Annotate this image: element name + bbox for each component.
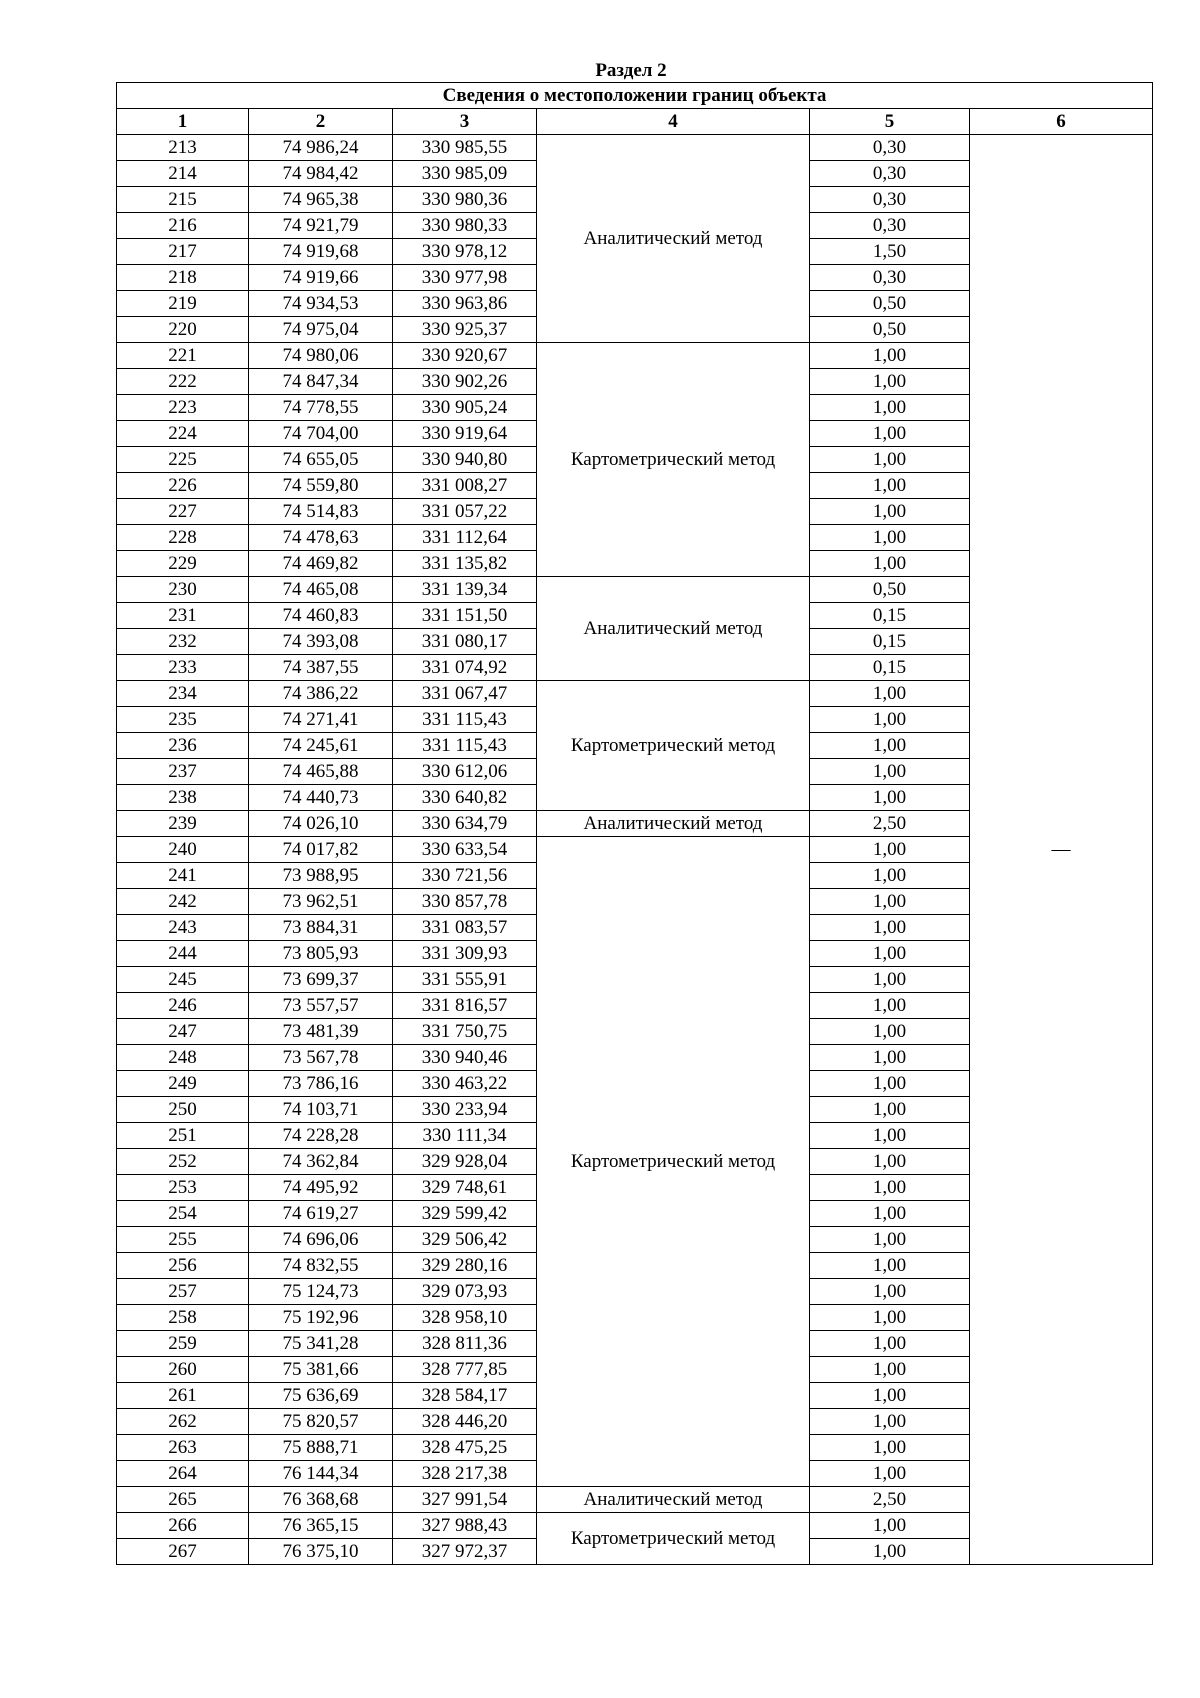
accuracy-cell: 0,30	[810, 161, 970, 187]
point-number-cell: 222	[117, 369, 249, 395]
y-coordinate-cell: 331 057,22	[393, 499, 537, 525]
x-coordinate-cell: 73 805,93	[249, 941, 393, 967]
table-body	[117, 135, 1153, 1565]
y-coordinate-cell: 330 640,82	[393, 785, 537, 811]
point-number-cell: 261	[117, 1383, 249, 1409]
x-coordinate-cell: 74 934,53	[249, 291, 393, 317]
accuracy-cell: 1,00	[810, 733, 970, 759]
boundary-coordinates-table	[116, 82, 1153, 1565]
point-number-cell: 215	[117, 187, 249, 213]
accuracy-cell: 2,50	[810, 811, 970, 837]
x-coordinate-cell: 73 557,57	[249, 993, 393, 1019]
point-number-cell: 223	[117, 395, 249, 421]
y-coordinate-cell: 331 135,82	[393, 551, 537, 577]
accuracy-cell: 1,00	[810, 1435, 970, 1461]
table-title-row	[117, 83, 1153, 109]
accuracy-cell: 1,00	[810, 525, 970, 551]
point-number-cell: 256	[117, 1253, 249, 1279]
point-number-cell: 232	[117, 629, 249, 655]
point-number-cell: 253	[117, 1175, 249, 1201]
x-coordinate-cell: 75 820,57	[249, 1409, 393, 1435]
y-coordinate-cell: 328 777,85	[393, 1357, 537, 1383]
column-header-1: 1	[117, 109, 249, 135]
y-coordinate-cell: 330 977,98	[393, 265, 537, 291]
x-coordinate-cell: 73 481,39	[249, 1019, 393, 1045]
accuracy-cell: 1,00	[810, 343, 970, 369]
accuracy-cell: 1,00	[810, 1123, 970, 1149]
accuracy-cell: 1,00	[810, 681, 970, 707]
y-coordinate-cell: 331 115,43	[393, 733, 537, 759]
x-coordinate-cell: 74 495,92	[249, 1175, 393, 1201]
accuracy-cell: 1,00	[810, 1539, 970, 1565]
accuracy-cell: 1,00	[810, 1357, 970, 1383]
y-coordinate-cell: 331 083,57	[393, 915, 537, 941]
accuracy-cell: 0,30	[810, 265, 970, 291]
point-number-cell: 220	[117, 317, 249, 343]
x-coordinate-cell: 74 469,82	[249, 551, 393, 577]
x-coordinate-cell: 74 393,08	[249, 629, 393, 655]
accuracy-cell: 1,00	[810, 447, 970, 473]
x-coordinate-cell: 74 026,10	[249, 811, 393, 837]
x-coordinate-cell: 74 440,73	[249, 785, 393, 811]
point-number-cell: 263	[117, 1435, 249, 1461]
method-cell: Аналитический метод	[537, 811, 810, 837]
column-header-3: 3	[393, 109, 537, 135]
accuracy-cell: 0,30	[810, 135, 970, 161]
accuracy-cell: 1,00	[810, 1071, 970, 1097]
x-coordinate-cell: 74 655,05	[249, 447, 393, 473]
column-header-row	[117, 109, 1153, 135]
y-coordinate-cell: 330 980,36	[393, 187, 537, 213]
x-coordinate-cell: 74 245,61	[249, 733, 393, 759]
y-coordinate-cell: 330 920,67	[393, 343, 537, 369]
accuracy-cell: 1,00	[810, 1461, 970, 1487]
point-number-cell: 254	[117, 1201, 249, 1227]
accuracy-cell: 1,00	[810, 1409, 970, 1435]
accuracy-cell: 0,30	[810, 187, 970, 213]
table-title: Сведения о местоположении границ объекта	[117, 83, 1153, 109]
accuracy-cell: 1,00	[810, 707, 970, 733]
y-coordinate-cell: 331 139,34	[393, 577, 537, 603]
y-coordinate-cell: 330 940,46	[393, 1045, 537, 1071]
accuracy-cell: 1,00	[810, 863, 970, 889]
method-cell: Картометрический метод	[537, 837, 810, 1487]
y-coordinate-cell: 331 112,64	[393, 525, 537, 551]
point-number-cell: 242	[117, 889, 249, 915]
y-coordinate-cell: 328 217,38	[393, 1461, 537, 1487]
y-coordinate-cell: 329 748,61	[393, 1175, 537, 1201]
accuracy-cell: 1,00	[810, 1513, 970, 1539]
point-number-cell: 216	[117, 213, 249, 239]
y-coordinate-cell: 328 584,17	[393, 1383, 537, 1409]
accuracy-cell: 0,50	[810, 577, 970, 603]
point-number-cell: 219	[117, 291, 249, 317]
x-coordinate-cell: 74 696,06	[249, 1227, 393, 1253]
accuracy-cell: 1,00	[810, 1253, 970, 1279]
y-coordinate-cell: 329 599,42	[393, 1201, 537, 1227]
y-coordinate-cell: 330 985,09	[393, 161, 537, 187]
accuracy-cell: 0,30	[810, 213, 970, 239]
y-coordinate-cell: 328 446,20	[393, 1409, 537, 1435]
y-coordinate-cell: 331 067,47	[393, 681, 537, 707]
x-coordinate-cell: 75 636,69	[249, 1383, 393, 1409]
x-coordinate-cell: 73 786,16	[249, 1071, 393, 1097]
point-number-cell: 247	[117, 1019, 249, 1045]
accuracy-cell: 1,00	[810, 1279, 970, 1305]
y-coordinate-cell: 331 816,57	[393, 993, 537, 1019]
x-coordinate-cell: 74 271,41	[249, 707, 393, 733]
point-number-cell: 266	[117, 1513, 249, 1539]
x-coordinate-cell: 74 228,28	[249, 1123, 393, 1149]
accuracy-cell: 1,00	[810, 1175, 970, 1201]
x-coordinate-cell: 74 965,38	[249, 187, 393, 213]
accuracy-cell: 1,00	[810, 395, 970, 421]
x-coordinate-cell: 74 465,88	[249, 759, 393, 785]
x-coordinate-cell: 74 778,55	[249, 395, 393, 421]
x-coordinate-cell: 73 567,78	[249, 1045, 393, 1071]
x-coordinate-cell: 74 704,00	[249, 421, 393, 447]
accuracy-cell: 1,00	[810, 473, 970, 499]
point-number-cell: 217	[117, 239, 249, 265]
accuracy-cell: 1,50	[810, 239, 970, 265]
point-number-cell: 255	[117, 1227, 249, 1253]
accuracy-cell: 1,00	[810, 837, 970, 863]
x-coordinate-cell: 74 832,55	[249, 1253, 393, 1279]
point-number-cell: 221	[117, 343, 249, 369]
accuracy-cell: 1,00	[810, 1383, 970, 1409]
point-number-cell: 234	[117, 681, 249, 707]
x-coordinate-cell: 74 980,06	[249, 343, 393, 369]
point-number-cell: 239	[117, 811, 249, 837]
column-header-2: 2	[249, 109, 393, 135]
y-coordinate-cell: 331 750,75	[393, 1019, 537, 1045]
point-number-cell: 225	[117, 447, 249, 473]
description-cell: —	[970, 135, 1153, 1565]
x-coordinate-cell: 74 386,22	[249, 681, 393, 707]
y-coordinate-cell: 329 506,42	[393, 1227, 537, 1253]
accuracy-cell: 1,00	[810, 1045, 970, 1071]
accuracy-cell: 0,15	[810, 603, 970, 629]
point-number-cell: 248	[117, 1045, 249, 1071]
y-coordinate-cell: 330 721,56	[393, 863, 537, 889]
table-row	[117, 135, 1153, 161]
y-coordinate-cell: 330 905,24	[393, 395, 537, 421]
x-coordinate-cell: 74 103,71	[249, 1097, 393, 1123]
accuracy-cell: 1,00	[810, 1019, 970, 1045]
point-number-cell: 246	[117, 993, 249, 1019]
x-coordinate-cell: 75 124,73	[249, 1279, 393, 1305]
point-number-cell: 226	[117, 473, 249, 499]
column-header-6: 6	[970, 109, 1153, 135]
x-coordinate-cell: 74 559,80	[249, 473, 393, 499]
point-number-cell: 267	[117, 1539, 249, 1565]
point-number-cell: 236	[117, 733, 249, 759]
x-coordinate-cell: 74 017,82	[249, 837, 393, 863]
y-coordinate-cell: 327 988,43	[393, 1513, 537, 1539]
accuracy-cell: 1,00	[810, 889, 970, 915]
point-number-cell: 251	[117, 1123, 249, 1149]
point-number-cell: 245	[117, 967, 249, 993]
section-title: Раздел 2	[595, 60, 667, 81]
x-coordinate-cell: 73 699,37	[249, 967, 393, 993]
y-coordinate-cell: 330 940,80	[393, 447, 537, 473]
column-header-4: 4	[537, 109, 810, 135]
y-coordinate-cell: 330 978,12	[393, 239, 537, 265]
point-number-cell: 224	[117, 421, 249, 447]
accuracy-cell: 1,00	[810, 1201, 970, 1227]
x-coordinate-cell: 75 341,28	[249, 1331, 393, 1357]
x-coordinate-cell: 74 619,27	[249, 1201, 393, 1227]
accuracy-cell: 1,00	[810, 1149, 970, 1175]
accuracy-cell: 0,50	[810, 317, 970, 343]
point-number-cell: 214	[117, 161, 249, 187]
x-coordinate-cell: 76 375,10	[249, 1539, 393, 1565]
y-coordinate-cell: 329 928,04	[393, 1149, 537, 1175]
x-coordinate-cell: 74 921,79	[249, 213, 393, 239]
accuracy-cell: 0,15	[810, 655, 970, 681]
accuracy-cell: 1,00	[810, 1097, 970, 1123]
y-coordinate-cell: 330 111,34	[393, 1123, 537, 1149]
method-cell: Картометрический метод	[537, 681, 810, 811]
x-coordinate-cell: 76 368,68	[249, 1487, 393, 1513]
accuracy-cell: 1,00	[810, 369, 970, 395]
x-coordinate-cell: 74 847,34	[249, 369, 393, 395]
point-number-cell: 262	[117, 1409, 249, 1435]
point-number-cell: 233	[117, 655, 249, 681]
point-number-cell: 265	[117, 1487, 249, 1513]
point-number-cell: 244	[117, 941, 249, 967]
point-number-cell: 250	[117, 1097, 249, 1123]
x-coordinate-cell: 74 387,55	[249, 655, 393, 681]
y-coordinate-cell: 330 463,22	[393, 1071, 537, 1097]
x-coordinate-cell: 74 465,08	[249, 577, 393, 603]
x-coordinate-cell: 76 144,34	[249, 1461, 393, 1487]
point-number-cell: 238	[117, 785, 249, 811]
accuracy-cell: 1,00	[810, 499, 970, 525]
point-number-cell: 218	[117, 265, 249, 291]
y-coordinate-cell: 329 073,93	[393, 1279, 537, 1305]
y-coordinate-cell: 330 633,54	[393, 837, 537, 863]
y-coordinate-cell: 330 634,79	[393, 811, 537, 837]
column-header-5: 5	[810, 109, 970, 135]
x-coordinate-cell: 75 888,71	[249, 1435, 393, 1461]
y-coordinate-cell: 329 280,16	[393, 1253, 537, 1279]
x-coordinate-cell: 74 975,04	[249, 317, 393, 343]
accuracy-cell: 0,50	[810, 291, 970, 317]
y-coordinate-cell: 330 233,94	[393, 1097, 537, 1123]
y-coordinate-cell: 330 925,37	[393, 317, 537, 343]
y-coordinate-cell: 327 991,54	[393, 1487, 537, 1513]
accuracy-cell: 0,15	[810, 629, 970, 655]
y-coordinate-cell: 330 919,64	[393, 421, 537, 447]
method-cell: Аналитический метод	[537, 1487, 810, 1513]
y-coordinate-cell: 328 811,36	[393, 1331, 537, 1357]
x-coordinate-cell: 74 919,66	[249, 265, 393, 291]
x-coordinate-cell: 76 365,15	[249, 1513, 393, 1539]
method-cell: Аналитический метод	[537, 577, 810, 681]
x-coordinate-cell: 74 362,84	[249, 1149, 393, 1175]
accuracy-cell: 1,00	[810, 941, 970, 967]
x-coordinate-cell: 74 986,24	[249, 135, 393, 161]
point-number-cell: 227	[117, 499, 249, 525]
point-number-cell: 264	[117, 1461, 249, 1487]
point-number-cell: 249	[117, 1071, 249, 1097]
x-coordinate-cell: 74 919,68	[249, 239, 393, 265]
accuracy-cell: 1,00	[810, 1305, 970, 1331]
y-coordinate-cell: 331 555,91	[393, 967, 537, 993]
point-number-cell: 241	[117, 863, 249, 889]
y-coordinate-cell: 331 008,27	[393, 473, 537, 499]
x-coordinate-cell: 74 514,83	[249, 499, 393, 525]
accuracy-cell: 1,00	[810, 785, 970, 811]
y-coordinate-cell: 328 958,10	[393, 1305, 537, 1331]
point-number-cell: 258	[117, 1305, 249, 1331]
point-number-cell: 257	[117, 1279, 249, 1305]
y-coordinate-cell: 330 857,78	[393, 889, 537, 915]
x-coordinate-cell: 74 478,63	[249, 525, 393, 551]
point-number-cell: 240	[117, 837, 249, 863]
accuracy-cell: 1,00	[810, 759, 970, 785]
point-number-cell: 231	[117, 603, 249, 629]
accuracy-cell: 1,00	[810, 1331, 970, 1357]
y-coordinate-cell: 331 309,93	[393, 941, 537, 967]
accuracy-cell: 1,00	[810, 551, 970, 577]
point-number-cell: 259	[117, 1331, 249, 1357]
y-coordinate-cell: 331 115,43	[393, 707, 537, 733]
accuracy-cell: 1,00	[810, 993, 970, 1019]
y-coordinate-cell: 327 972,37	[393, 1539, 537, 1565]
point-number-cell: 237	[117, 759, 249, 785]
y-coordinate-cell: 330 612,06	[393, 759, 537, 785]
accuracy-cell: 1,00	[810, 421, 970, 447]
y-coordinate-cell: 330 902,26	[393, 369, 537, 395]
x-coordinate-cell: 73 988,95	[249, 863, 393, 889]
x-coordinate-cell: 73 962,51	[249, 889, 393, 915]
x-coordinate-cell: 74 984,42	[249, 161, 393, 187]
y-coordinate-cell: 328 475,25	[393, 1435, 537, 1461]
x-coordinate-cell: 73 884,31	[249, 915, 393, 941]
accuracy-cell: 1,00	[810, 967, 970, 993]
point-number-cell: 229	[117, 551, 249, 577]
accuracy-cell: 1,00	[810, 915, 970, 941]
point-number-cell: 228	[117, 525, 249, 551]
accuracy-cell: 1,00	[810, 1227, 970, 1253]
point-number-cell: 252	[117, 1149, 249, 1175]
method-cell: Аналитический метод	[537, 135, 810, 343]
point-number-cell: 230	[117, 577, 249, 603]
point-number-cell: 243	[117, 915, 249, 941]
x-coordinate-cell: 75 192,96	[249, 1305, 393, 1331]
point-number-cell: 213	[117, 135, 249, 161]
y-coordinate-cell: 331 151,50	[393, 603, 537, 629]
accuracy-cell: 2,50	[810, 1487, 970, 1513]
point-number-cell: 260	[117, 1357, 249, 1383]
x-coordinate-cell: 74 460,83	[249, 603, 393, 629]
y-coordinate-cell: 331 074,92	[393, 655, 537, 681]
y-coordinate-cell: 331 080,17	[393, 629, 537, 655]
method-cell: Картометрический метод	[537, 1513, 810, 1565]
point-number-cell: 235	[117, 707, 249, 733]
method-cell: Картометрический метод	[537, 343, 810, 577]
y-coordinate-cell: 330 985,55	[393, 135, 537, 161]
x-coordinate-cell: 75 381,66	[249, 1357, 393, 1383]
y-coordinate-cell: 330 980,33	[393, 213, 537, 239]
y-coordinate-cell: 330 963,86	[393, 291, 537, 317]
